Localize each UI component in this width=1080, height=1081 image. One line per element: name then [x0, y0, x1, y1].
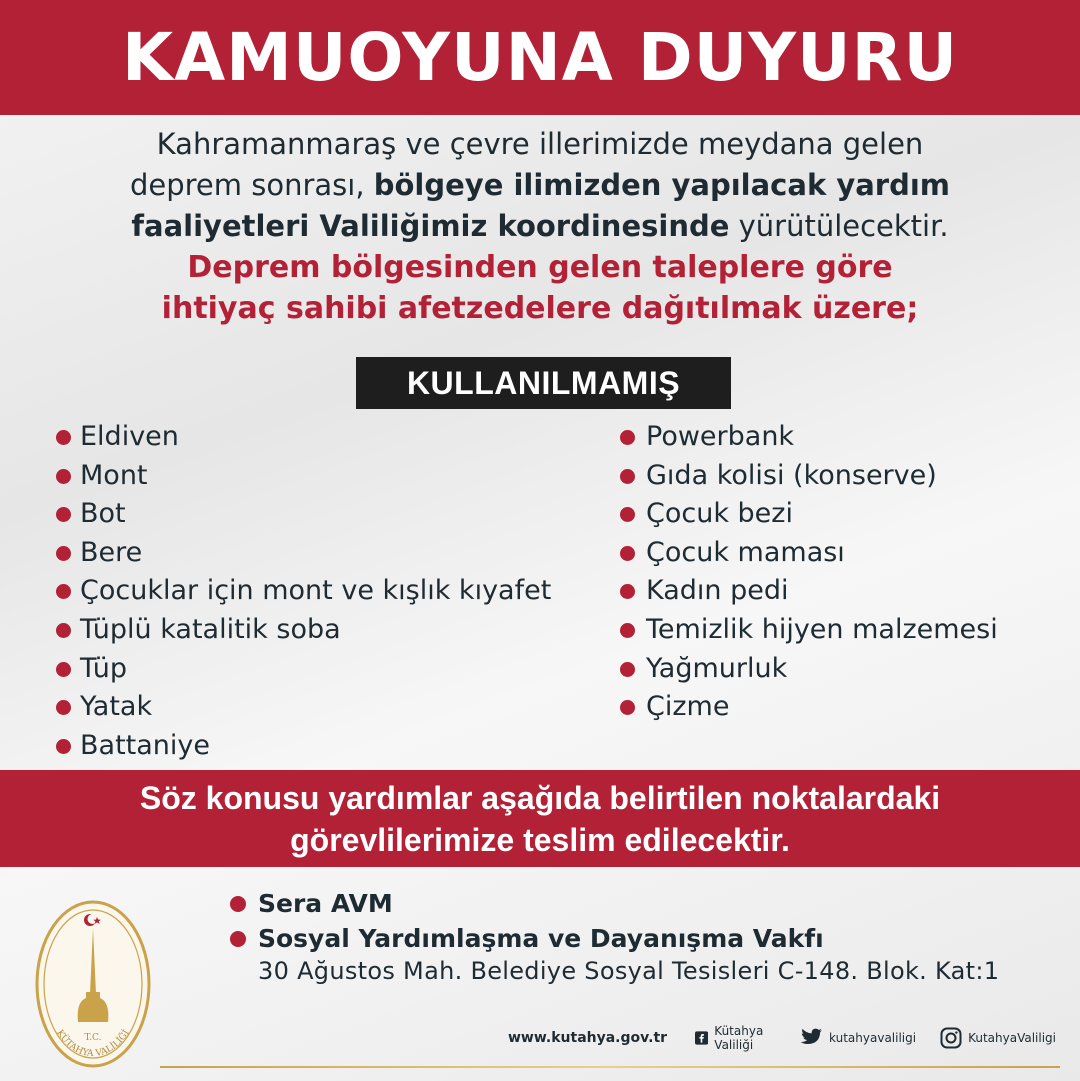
bullet-icon — [56, 507, 71, 522]
bullet-icon — [56, 700, 71, 715]
list-item: Çocuklar için mont ve kışlık kıyafet — [56, 572, 551, 611]
list-item: Çizme — [620, 688, 998, 727]
list-item: Kadın pedi — [620, 572, 998, 611]
list-item: Sera AVM — [230, 886, 824, 921]
list-item: Battaniye — [56, 727, 551, 766]
bullet-icon — [56, 739, 71, 754]
intro-line-3-bold: faaliyetleri Valiliğimiz koordinesinde — [131, 209, 730, 243]
intro-line-2-normal: deprem sonrası, — [129, 168, 374, 202]
items-list-left — [56, 418, 551, 765]
seal-top-text: T.C. — [84, 1033, 102, 1043]
bullet-icon — [620, 662, 635, 677]
bullet-icon — [620, 700, 635, 715]
delivery-banner — [0, 770, 1080, 867]
gold-divider — [160, 1066, 1060, 1068]
intro-line-1: Kahramanmaraş ve çevre illerimizde meydana gelen — [156, 127, 924, 161]
intro-text — [30, 124, 1050, 329]
address-text: 30 Ağustos Mah. Belediye Sosyal Tesisleri C-148. Blok. Kat:1 — [258, 957, 1000, 985]
intro-line-3 — [30, 206, 1050, 247]
banner-line-2: görevlilerimize teslim edilecektir. — [290, 821, 790, 858]
footer — [508, 1024, 1080, 1052]
facebook-link[interactable] — [695, 1024, 775, 1052]
intro-line-2-bold: bölgeye ilimizden yapılacak yardım — [373, 168, 951, 202]
intro-red-line-1: Deprem bölgesinden gelen taleplere göre — [187, 250, 893, 285]
kutahya-governorship-seal-icon — [34, 898, 152, 1070]
twitter-link[interactable] — [799, 1028, 916, 1048]
list-item: Yatak — [56, 688, 551, 727]
delivery-points — [230, 886, 824, 956]
instagram-label: KutahyaValiligi — [968, 1031, 1056, 1045]
bullet-icon — [230, 896, 246, 912]
list-item: Bere — [56, 534, 551, 573]
intro-line-2 — [30, 165, 1050, 206]
list-item: Powerbank — [620, 418, 998, 457]
list-item: Bot — [56, 495, 551, 534]
intro-line-3-normal: yürütülecektir. — [729, 209, 949, 243]
instagram-link[interactable] — [940, 1027, 1056, 1049]
list-item: Çocuk bezi — [620, 495, 998, 534]
banner-line-1: Söz konusu yardımlar aşağıda belirtilen noktalardaki — [139, 779, 941, 816]
website-link[interactable]: www.kutahya.gov.tr — [508, 1030, 668, 1046]
items-list-right — [620, 418, 998, 727]
bullet-icon — [620, 623, 635, 638]
bullet-icon — [56, 623, 71, 638]
list-item: Sosyal Yardımlaşma ve Dayanışma Vakfı — [230, 921, 824, 956]
instagram-icon — [940, 1027, 962, 1049]
intro-red-line-2: ihtiyaç sahibi afetzedelere dağıtılmak üzere; — [161, 291, 919, 326]
list-item: Eldiven — [56, 418, 551, 457]
list-item: Çocuk maması — [620, 534, 998, 573]
bullet-icon — [56, 584, 71, 599]
bullet-icon — [56, 430, 71, 445]
facebook-label: Kütahya Valiliği — [714, 1024, 764, 1052]
list-item: Tüplü katalitik soba — [56, 611, 551, 650]
bullet-icon — [620, 546, 635, 561]
bullet-icon — [620, 430, 635, 445]
list-item: Yağmurluk — [620, 650, 998, 689]
bullet-icon — [56, 662, 71, 677]
bullet-icon — [230, 931, 246, 947]
list-item: Temizlik hijyen malzemesi — [620, 611, 998, 650]
bullet-icon — [56, 546, 71, 561]
list-item: Tüp — [56, 650, 551, 689]
seal-bottom-text: KÜTAHYA VALİLİĞİ — [54, 1028, 132, 1060]
unused-tag: KULLANILMAMIŞ — [356, 357, 731, 409]
list-item: Mont — [56, 457, 551, 496]
page-title: KAMUOYUNA DUYURU — [121, 19, 959, 96]
twitter-icon — [799, 1028, 823, 1048]
facebook-icon — [695, 1028, 708, 1048]
bullet-icon — [620, 584, 635, 599]
bullet-icon — [620, 507, 635, 522]
bullet-icon — [620, 469, 635, 484]
twitter-label: kutahyavaliligi — [829, 1031, 917, 1045]
header-banner — [0, 0, 1080, 115]
list-item: Gıda kolisi (konserve) — [620, 457, 998, 496]
bullet-icon — [56, 469, 71, 484]
